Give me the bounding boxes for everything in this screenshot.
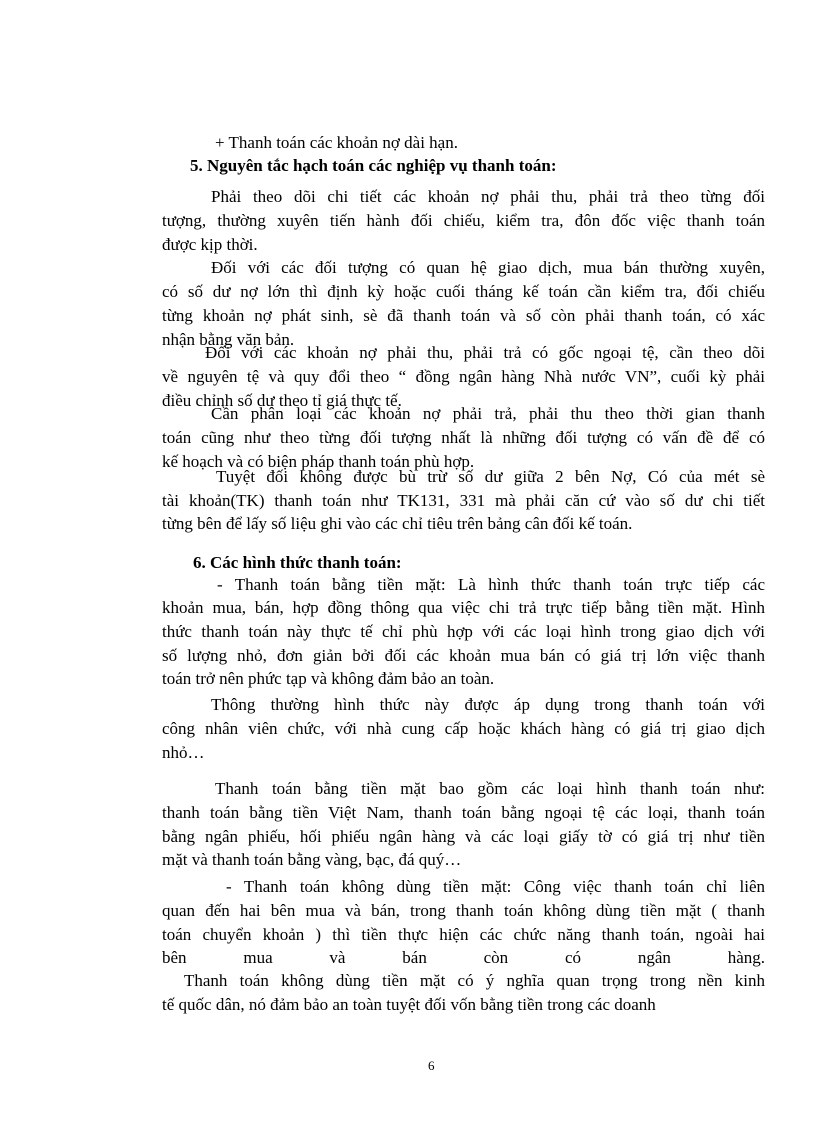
paragraph-line: nhỏ… xyxy=(162,743,205,762)
paragraph-line: số lượng nhỏ, đơn giản bởi đối các khoản mua bán có giá trị lớn việc thanh xyxy=(162,646,765,665)
section-heading-5: 5. Nguyên tắc hạch toán các nghiệp vụ thanh toán: xyxy=(190,156,557,175)
paragraph-line: mặt và thanh toán bằng vàng, bạc, đá quý… xyxy=(162,850,462,869)
paragraph-line: về nguyên tệ và quy đổi theo “ đồng ngân hàng Nhà nước VN”, cuối kỳ phải xyxy=(162,367,765,386)
paragraph-line: Thanh toán không dùng tiền mặt có ý nghĩa quan trọng trong nền kinh xyxy=(184,971,765,990)
paragraph-line: được kịp thời. xyxy=(162,235,258,254)
paragraph-line: - Thanh toán bằng tiền mặt: Là hình thức thanh toán trực tiếp các xyxy=(217,575,765,594)
paragraph-line: Tuyệt đối không được bù trừ số dư giữa 2 bên Nợ, Có của mét sè xyxy=(216,467,765,486)
paragraph-line: kế hoạch và có biện pháp thanh toán phù hợp. xyxy=(162,452,475,471)
paragraph-line: Đối với các đối tượng có quan hệ giao dịch, mua bán thường xuyên, xyxy=(211,258,765,277)
paragraph-line: từng bên để lấy số liệu ghi vào các chỉ tiêu trên bảng cân đối kế toán. xyxy=(162,514,633,533)
paragraph-line: khoản mua, bán, hợp đồng thông qua việc chi trả trực tiếp bằng tiền mặt. Hình xyxy=(162,598,765,617)
paragraph-line: tượng, thường xuyên tiến hành đối chiếu, kiểm tra, đôn đốc việc thanh toán xyxy=(162,211,765,230)
paragraph-line: tế quốc dân, nó đảm bảo an toàn tuyệt đối vốn bằng tiền trong các doanh xyxy=(162,995,656,1014)
page-number: 6 xyxy=(428,1058,435,1073)
paragraph-line: Phải theo dõi chi tiết các khoản nợ phải thu, phải trả theo từng đối xyxy=(211,187,765,206)
paragraph-line: - Thanh toán không dùng tiền mặt: Công việc thanh toán chỉ liên xyxy=(226,877,765,896)
paragraph-line: thức thanh toán này thực tế chỉ phù hợp với các loại hình trong giao dịch với xyxy=(162,622,765,641)
paragraph-line: toán cũng như theo từng đối tượng nhất là những đối tượng có vấn đề để có xyxy=(162,428,765,447)
paragraph-line: có số dư nợ lớn thì định kỳ hoặc cuối tháng kế toán cần kiểm tra, đối chiếu xyxy=(162,282,765,301)
paragraph-line: toán chuyển khoản ) thì tiền thực hiện các chức năng thanh toán, ngoài hai xyxy=(162,925,765,944)
section-heading-6: 6. Các hình thức thanh toán: xyxy=(193,553,402,572)
paragraph-line: bằng ngân phiếu, hối phiếu ngân hàng và các loại giấy tờ có giá trị như tiền xyxy=(162,827,765,846)
paragraph-line: Cần phân loại các khoản nợ phải trả, phải thu theo thời gian thanh xyxy=(211,404,765,423)
paragraph-line: công nhân viên chức, với nhà cung cấp hoặc khách hàng có giá trị giao dịch xyxy=(162,719,765,738)
paragraph-line: Đối với các khoản nợ phải thu, phải trả có gốc ngoại tệ, cần theo dõi xyxy=(205,343,765,362)
paragraph-line: nhận bằng văn bản. xyxy=(162,330,295,349)
paragraph-line: thanh toán bằng tiền Việt Nam, thanh toán bằng ngoại tệ các loại, thanh toán xyxy=(162,803,765,822)
paragraph-line: bên mua và bán còn có ngân hàng. xyxy=(162,948,765,967)
paragraph-line: điều chỉnh số dư theo tỉ giá thực tế. xyxy=(162,391,402,410)
paragraph-line: tài khoản(TK) thanh toán như TK131, 331 mà phải căn cứ vào số dư chi tiết xyxy=(162,491,765,510)
paragraph-line: quan đến hai bên mua và bán, trong thanh toán không dùng tiền mặt ( thanh xyxy=(162,901,765,920)
bullet-long-term-debt: + Thanh toán các khoản nợ dài hạn. xyxy=(215,133,458,152)
paragraph-line: toán trở nên phức tạp và không đảm bảo an toàn. xyxy=(162,669,495,688)
paragraph-line: Thông thường hình thức này được áp dụng trong thanh toán với xyxy=(211,695,765,714)
paragraph-line: từng khoản nợ phát sinh, sè đã thanh toán và số còn phải thanh toán, có xác xyxy=(162,306,765,325)
paragraph-line: Thanh toán bằng tiền mặt bao gồm các loại hình thanh toán như: xyxy=(215,779,765,798)
